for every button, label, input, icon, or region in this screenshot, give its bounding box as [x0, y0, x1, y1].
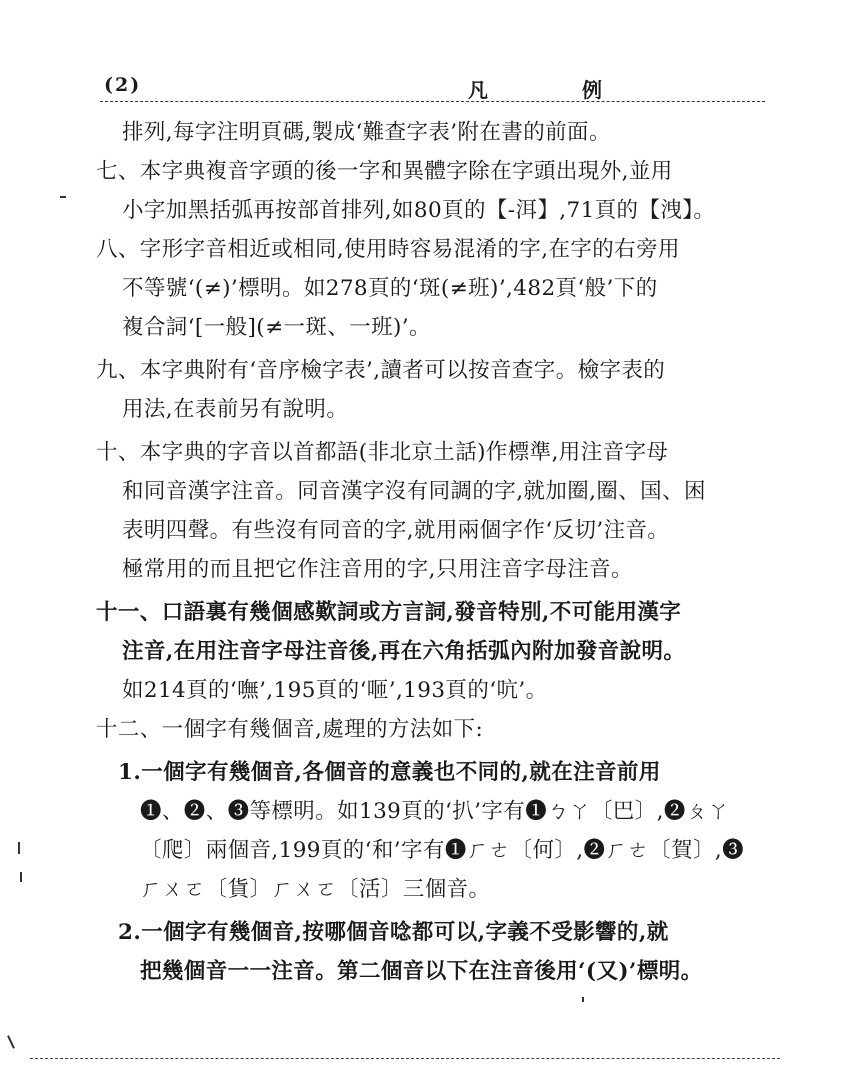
text-line-2: 七、本字典複音字頭的後一字和異體字除在字頭出現外,並用 [96, 159, 673, 184]
scan-speck [20, 872, 22, 882]
text-line-11: 表明四聲。有些沒有同音的字,就用兩個字作‘反切’注音。 [122, 518, 670, 543]
text-line-7: 九、本字典附有‘音序檢字表’,讀者可以按音查字。檢字表的 [96, 358, 666, 383]
page-header [100, 74, 765, 102]
text-line-20: ㄏㄨㄛ〔貨〕ㄏㄨㄛ〔活〕三個音。 [140, 877, 491, 902]
text-line-4: 八、字形字音相近或相同,使用時容易混淆的字,在字的右旁用 [96, 237, 680, 262]
page-title-second-char: 例 [582, 78, 602, 102]
header-rule [100, 101, 765, 102]
footer-rule [30, 1058, 780, 1059]
scan-speck [18, 842, 20, 854]
text-line-3: 小字加黑括弧再按部首排列,如80頁的【-洱】,71頁的【洩】。 [122, 198, 716, 223]
scan-speck [582, 997, 584, 1002]
scan-speck [60, 196, 66, 198]
text-line-8: 用法,在表前另有說明。 [122, 397, 349, 422]
page-title: 凡 [468, 78, 488, 102]
scan-speck [7, 1035, 15, 1049]
text-line-6: 複合詞‘[一般](≠一斑、一班)’。 [122, 315, 431, 340]
text-line-9: 十、本字典的字音以首都語(非北京土話)作標準,用注音字母 [96, 440, 669, 465]
text-line-16: 十二、一個字有幾個音,處理的方法如下: [96, 717, 484, 742]
text-line-10: 和同音漢字注音。同音漢字沒有同調的字,就加圈,圈、国、困 [122, 479, 706, 504]
page-number: (2) [104, 74, 142, 96]
text-line-14: 注音,在用注音字母注音後,再在六角括弧內附加發音說明。 [122, 639, 686, 664]
text-line-1: 排列,每字注明頁碼,製成‘難查字表’附在書的前面。 [122, 120, 611, 145]
text-line-12: 極常用的而且把它作注音用的字,只用注音字母注音。 [122, 557, 633, 582]
text-line-21: 2.一個字有幾個音,按哪個音唸都可以,字義不受影響的,就 [118, 920, 669, 945]
text-line-15: 如214頁的‘嘸’,195頁的‘咂’,193頁的‘吭’。 [122, 678, 548, 703]
text-line-19: 〔爬〕兩個音,199頁的‘和’字有❶ㄏㄜ〔何〕,❷ㄏㄜ〔賀〕,❸ [140, 838, 745, 863]
text-line-5: 不等號‘(≠)’標明。如278頁的‘斑(≠班)’,482頁‘般’下的 [122, 276, 658, 301]
text-line-13: 十一、口語裏有幾個感歎詞或方言詞,發音特別,不可能用漢字 [96, 600, 682, 625]
text-line-22: 把幾個音一一注音。第二個音以下在注音後用‘(又)’標明。 [140, 959, 703, 984]
text-line-17: 1.一個字有幾個音,各個音的意義也不同的,就在注音前用 [118, 760, 661, 785]
text-line-18: ❶、❷、❸等標明。如139頁的‘扒’字有❶ㄅㄚ〔巴〕,❷ㄆㄚ [140, 799, 730, 824]
